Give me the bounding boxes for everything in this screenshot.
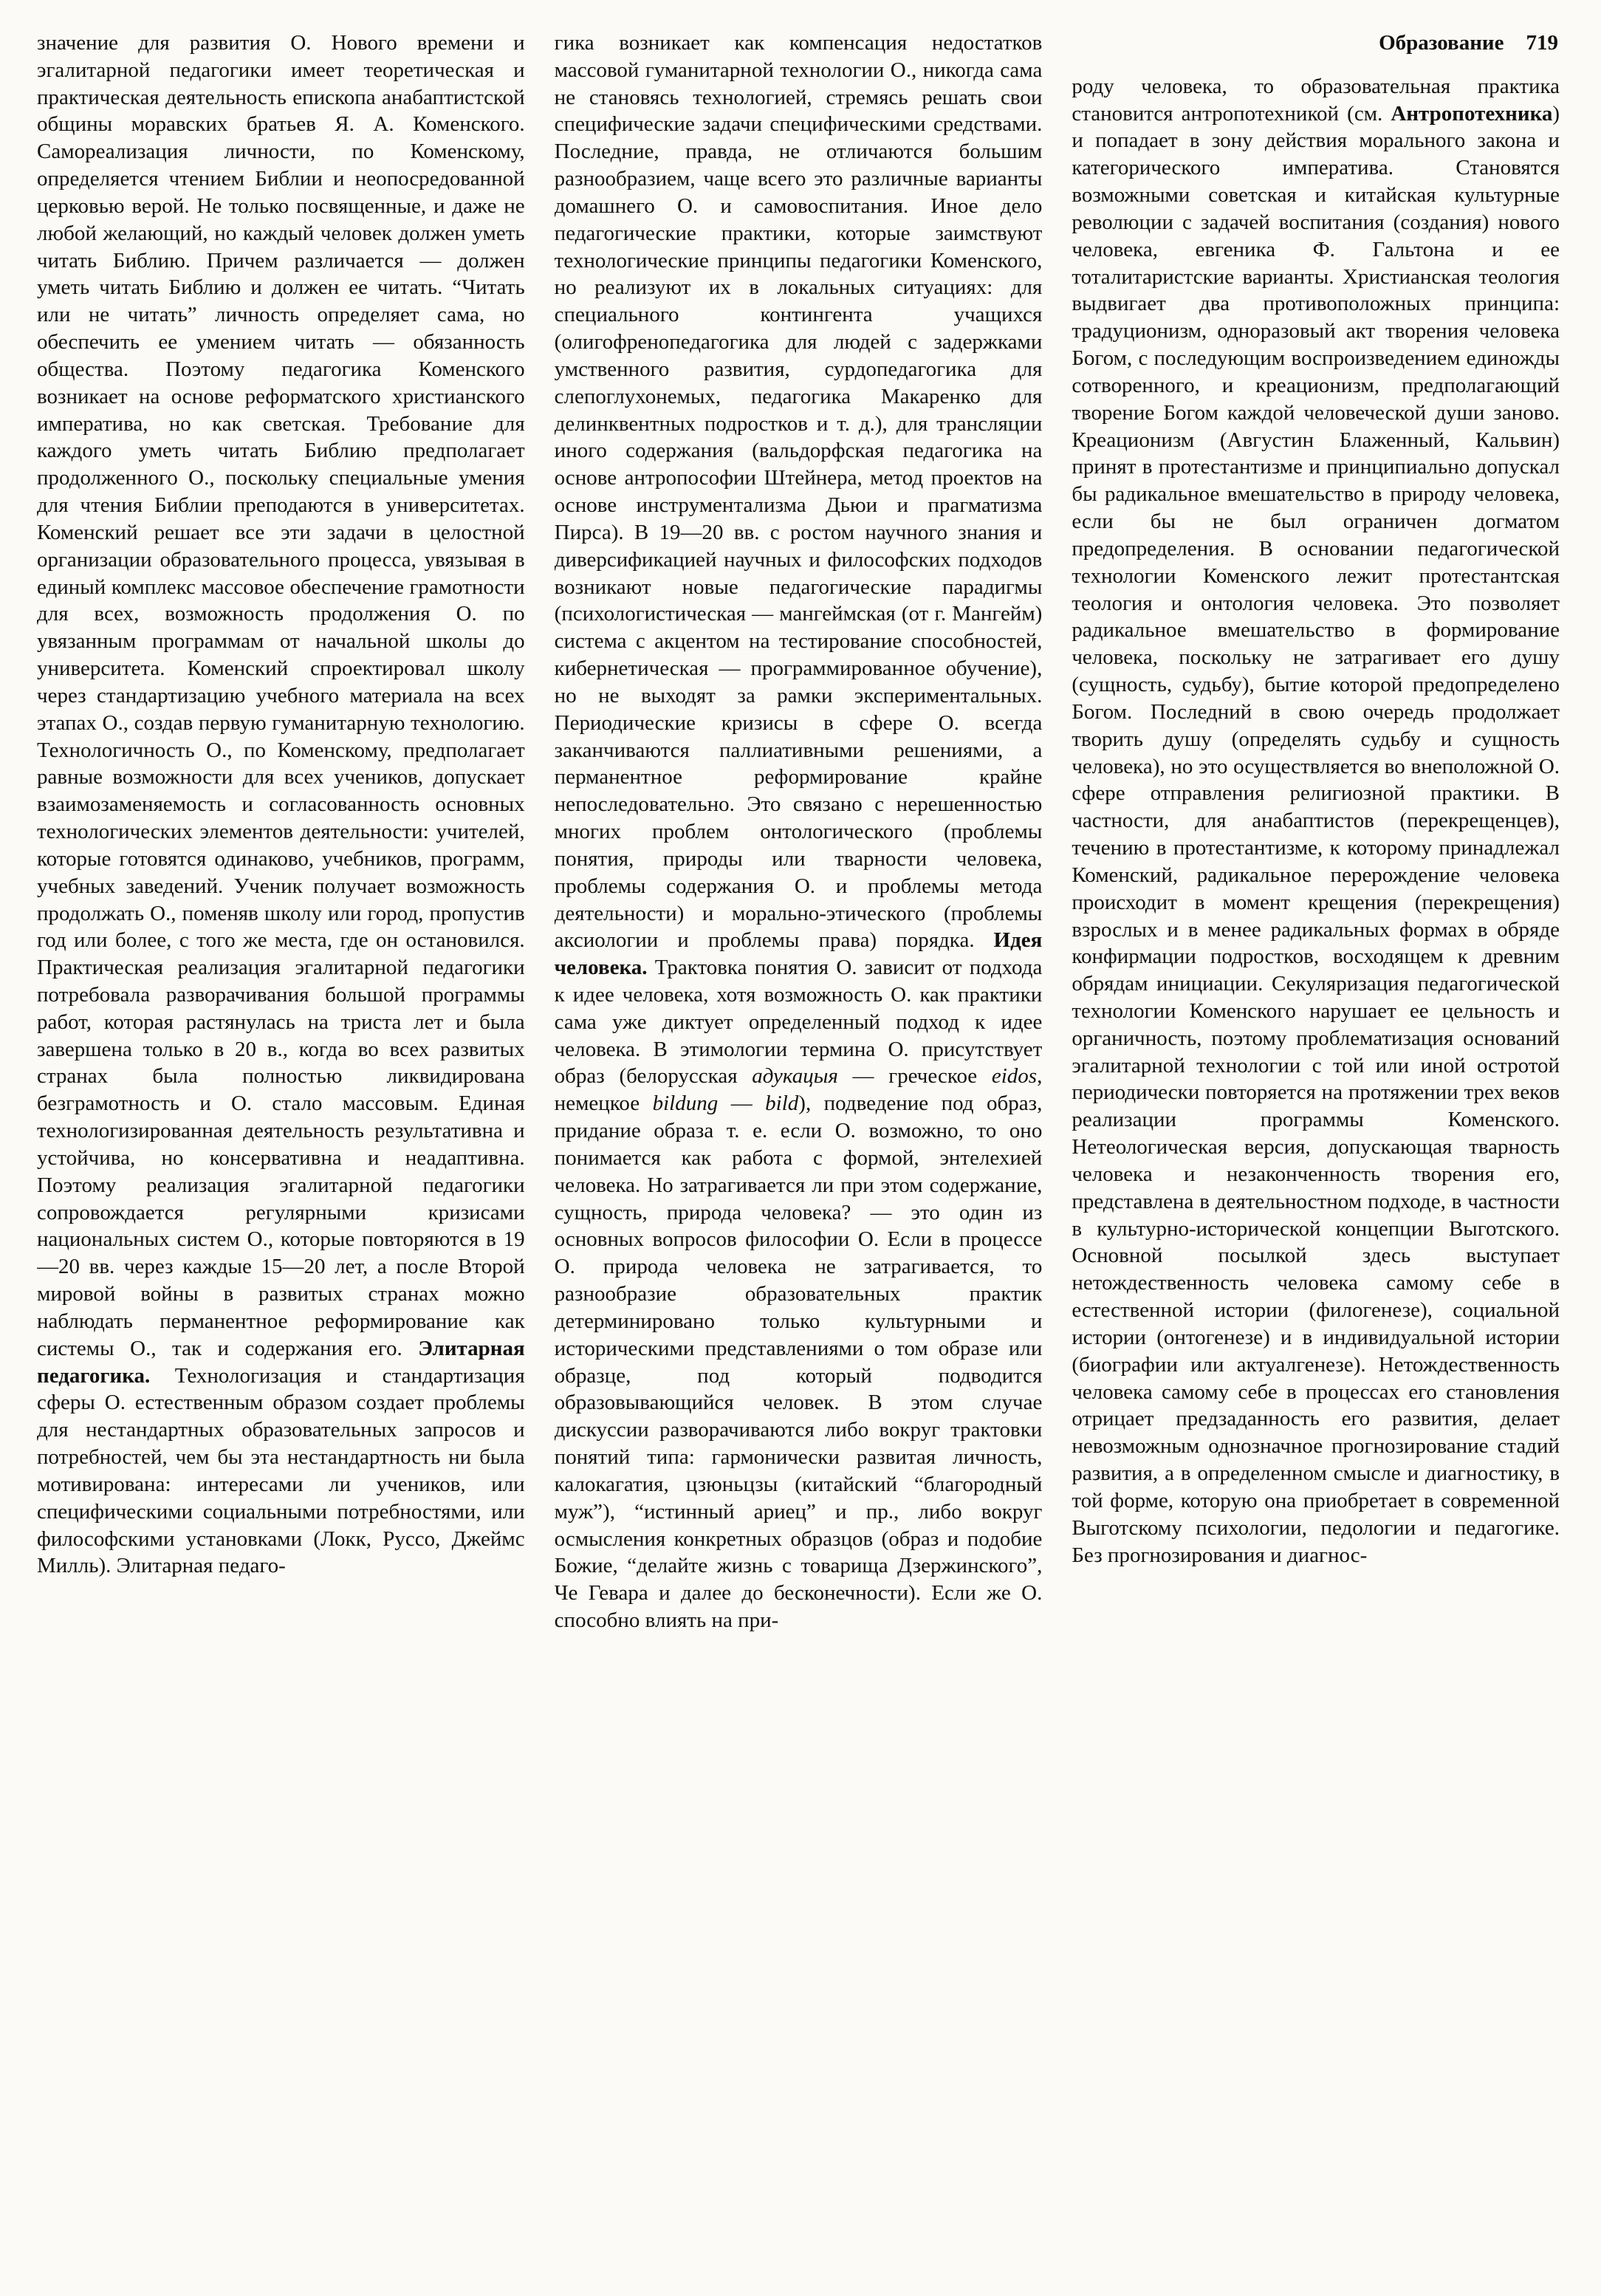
column-2 (555, 30, 1043, 2262)
term-eidos: eidos (991, 1064, 1038, 1089)
article-columns (37, 30, 1560, 2262)
running-header (1072, 30, 1560, 57)
column-3 (1072, 30, 1560, 2262)
text-run: роду человека, то образовательная практика становится антропотехникой (см. (1072, 74, 1560, 126)
text-run: — (718, 1092, 766, 1116)
text-run: значение для развития О. Нового времени и эгалитарной педагогики имеет теоретическая и практическая деятельность епископа анабаптистской общины моравских братьев Я. А. Коменского. Самореализация личности, по Коменскому, определяется чтением Библии и неопосредованной церковью верой. Не только посвященные, и даже не любой желающий, но каждый человек должен уметь читать Библию. Причем различается — должен уметь читать Библию и должен ее читать. “Читать или не читать” личность определяет сама, но обеспечить ее умением читать — обязанность общества. Поэтому педагогика Коменского возникает на основе реформатского христианского императива, но как светская. Требование для каждого уметь читать Библию предполагает продолженного О., поскольку специальные умения для чтения Библии преподаются в университетах. Коменский решает все эти задачи в целостной организации образовательного процесса, увязывая в единый комплекс массовое обеспечение грамотности для всех, возможность продолжения О. по увязанным программам от начальной школы до университета. Коменский спроектировал школу через стандартизацию учебного материала на всех этапах О., создав первую гуманитарную технологию. Технологичность О., по Коменскому, предполагает равные возможности для всех учеников, допускает взаимозаменяемость и согласованность основных технологических элементов деятельности: учителей, которые готовятся одинаково, учебников, программ, учебных заведений. Ученик получает возможность продолжать О., поменяв школу или город, пропустив год или более, с того же места, где он остановился. Практическая реализация эгалитарной педагогики потребовала разворачивания большой программы работ, которая растянулась на триста лет и была завершена только в 20 в., когда во всех развитых странах была полностью ликвидирована безграмотность и О. стало массовым. Единая технологизированная деятельность результативна и устойчива, но консервативна и неадаптивна. Поэтому реализация эгалитарной педагогики сопровождается регулярными кризисами национальных систем О., которые повторяются в 19—20 вв. через каждые 15—20 лет, а после Второй мировой войны в развитых странах можно наблюдать перманентное реформирование как системы О., так и содержания его. (37, 31, 525, 1360)
text-run: ) и попадает в зону действия морального закона и категорического императива. Становятся возможными советская и китайская культурные революции с задачей воспитания (создания) нового человека, евгеника Ф. Гальтона и ее тоталитаристские варианты. Христианская теология выдвигает два противоположных принципа: традуционизм, одноразовый акт творения человека Богом, с последующим воспроизведением единожды сотворенного, и креационизм, предполагающий творение Богом каждой человеческой души заново. Креационизм (Августин Блаженный, Кальвин) принят в протестантизме и принципиально допускал бы радикальное вмешательство в природу человека, если бы не был ограничен догматом предопределения. В основании педагогической технологии Коменского лежит протестантская теология и онтология человека. Это позволяет радикальное вмешательство в формирование человека, поскольку не затрагивает его душу (сущность, судьбу), бытие которой предопределено Богом. Последний в свою очередь продолжает творить душу (определять судьбу и сущность человека), но это осуществляется во внеположной О. сфере отправления религиозной практики. В частности, для анабаптистов (перекрещенцев), течению в протестантизме, к которому принадлежал Коменский, радикальное перерождение человека происходит в момент крещения (перекрещения) взрослых и в менее радикальных формах в обряде конфирмации подростков, восходящем к древним обрядам инициации. Секуляризация педагогической технологии Коменского нарушает ее цельность и органичность, поэтому проблематизация оснований эгалитарной технологии с той или иной остротой периодически повторяется на протяжении трех веков реализации программы Коменского. Нетеологическая версия, допускающая тварность человека и незаконченность творения его, представлена в деятельностном подходе, в частности в культурно-исторической концепции Выготского. Основной посылкой здесь выступает нетождественность человека самому себе в естественной истории (филогенезе), социальной истории (онтогенезе) и в индивидуальной истории (биографии или актуалгенезе). Нетождественность человека самому себе в процессах его становления отрицает предзаданность его развития, делает невозможным однозначное прогнозирование стадий развития, а в определенном смысле и диагностику, в той форме, которую она приобретает в современной Выготскому психологии, педологии и педагогике. Без прогнозирования и диагнос- (1072, 101, 1560, 1567)
cross-reference-anthropotechnika: Антропотехника (1391, 101, 1553, 126)
text-run: — греческое (837, 1064, 992, 1089)
running-header-title: Образование (1379, 31, 1504, 55)
text-run: ), подведение под образ, придание образа т. е. если О. возможно, то оно понимается как работа с формой, энтелехией человека. Но затрагивается ли при этом содержание, сущность, природа человека? — это один из основных вопросов философии О. Если в процессе О. природа человека не затрагивается, то разнообразие образовательных практик детерминировано только культурными и историческими представлениями о том образе или образце, под который подводится образовывающийся человек. В этом случае дискуссии разворачиваются либо вокруг трактовки понятий типа: гармонически развитая личность, калокагатия, цзюньцзы (китайский “благородный муж”), “истинный ариец” и пр., либо вокруг осмысления конкретных образцов (образ и подобие Божие, “делайте жизнь с товарища Дзержинского”, Че Гевара и далее до бесконечности). Если же О. способно влиять на при- (554, 1092, 1043, 1633)
text-run: , немецкое (554, 1064, 1043, 1116)
column-1 (37, 30, 525, 2262)
term-bildung: bildung (652, 1092, 719, 1116)
text-run: гика возникает как компенсация недостатков массовой гуманитарной технологии О., никогда сама не становясь технологией, стремясь решать свои специфические задачи специфическими средствами. Последние, правда, не отличаются большим разнообразием, чаще всего это различные варианты домашнего О. и самовоспитания. Иное дело педагогические практики, которые заимствуют технологические принципы педагогики Коменского, но реализуют их в локальных ситуациях: для специального контингента учащихся (олигофренопедагогика для людей с задержками умственного развития, сурдопедагогика для слепоглухонемых, педагогика Макаренко для делинквентных подростков и т. д.), для трансляции иного содержания (вальдорфская педагогика на основе антропософии Штейнера, метод проектов на основе инструментализма Дьюи и прагматизма Пирса). В 19—20 вв. с ростом научного знания и диверсификацией научных и философских подходов возникают новые педагогические парадигмы (психологистическая — мангеймская (от г. Мангейм) система с акцентом на тестирование способностей, кибернетическая — программированное обучение), но не выходят за рамки экспериментальных. Периодические кризисы в сфере О. всегда заканчиваются паллиативными решениями, а перманентное реформирование крайне непоследовательно. Это связано с нерешенностью многих проблем онтологического (проблемы понятия, природы или тварности человека, проблемы содержания О. и проблемы метода деятельности) и морально-этического (проблемы аксиологии и проблемы права) порядка. (554, 31, 1043, 953)
subheading-elite-pedagogy: Элитарная педагогика. (37, 1336, 525, 1388)
text-run: Технологизация и стандартизация сферы О. естественным образом создает проблемы для нестандартных образовательных запросов и потребностей, чем бы эта нестандартность ни была мотивирована: интересами ли учеников, или специфическими социальными потребностями, или философскими установками (Локк, Руссо, Джеймс Милль). Элитарная педаго- (37, 1363, 525, 1578)
term-adukatsyya: адукацыя (752, 1064, 838, 1089)
page-number: 719 (1526, 31, 1559, 55)
column-3-text (1072, 73, 1560, 1569)
subheading-idea-of-man: Идея человека. (554, 928, 1043, 980)
term-bild: bild (765, 1092, 799, 1116)
text-run: Трактовка понятия О. зависит от подхода к идее человека, хотя возможность О. как практики сама уже диктует определенный подход к идее человека. В этимологии термина О. присутствует образ (белорусская (554, 956, 1043, 1089)
